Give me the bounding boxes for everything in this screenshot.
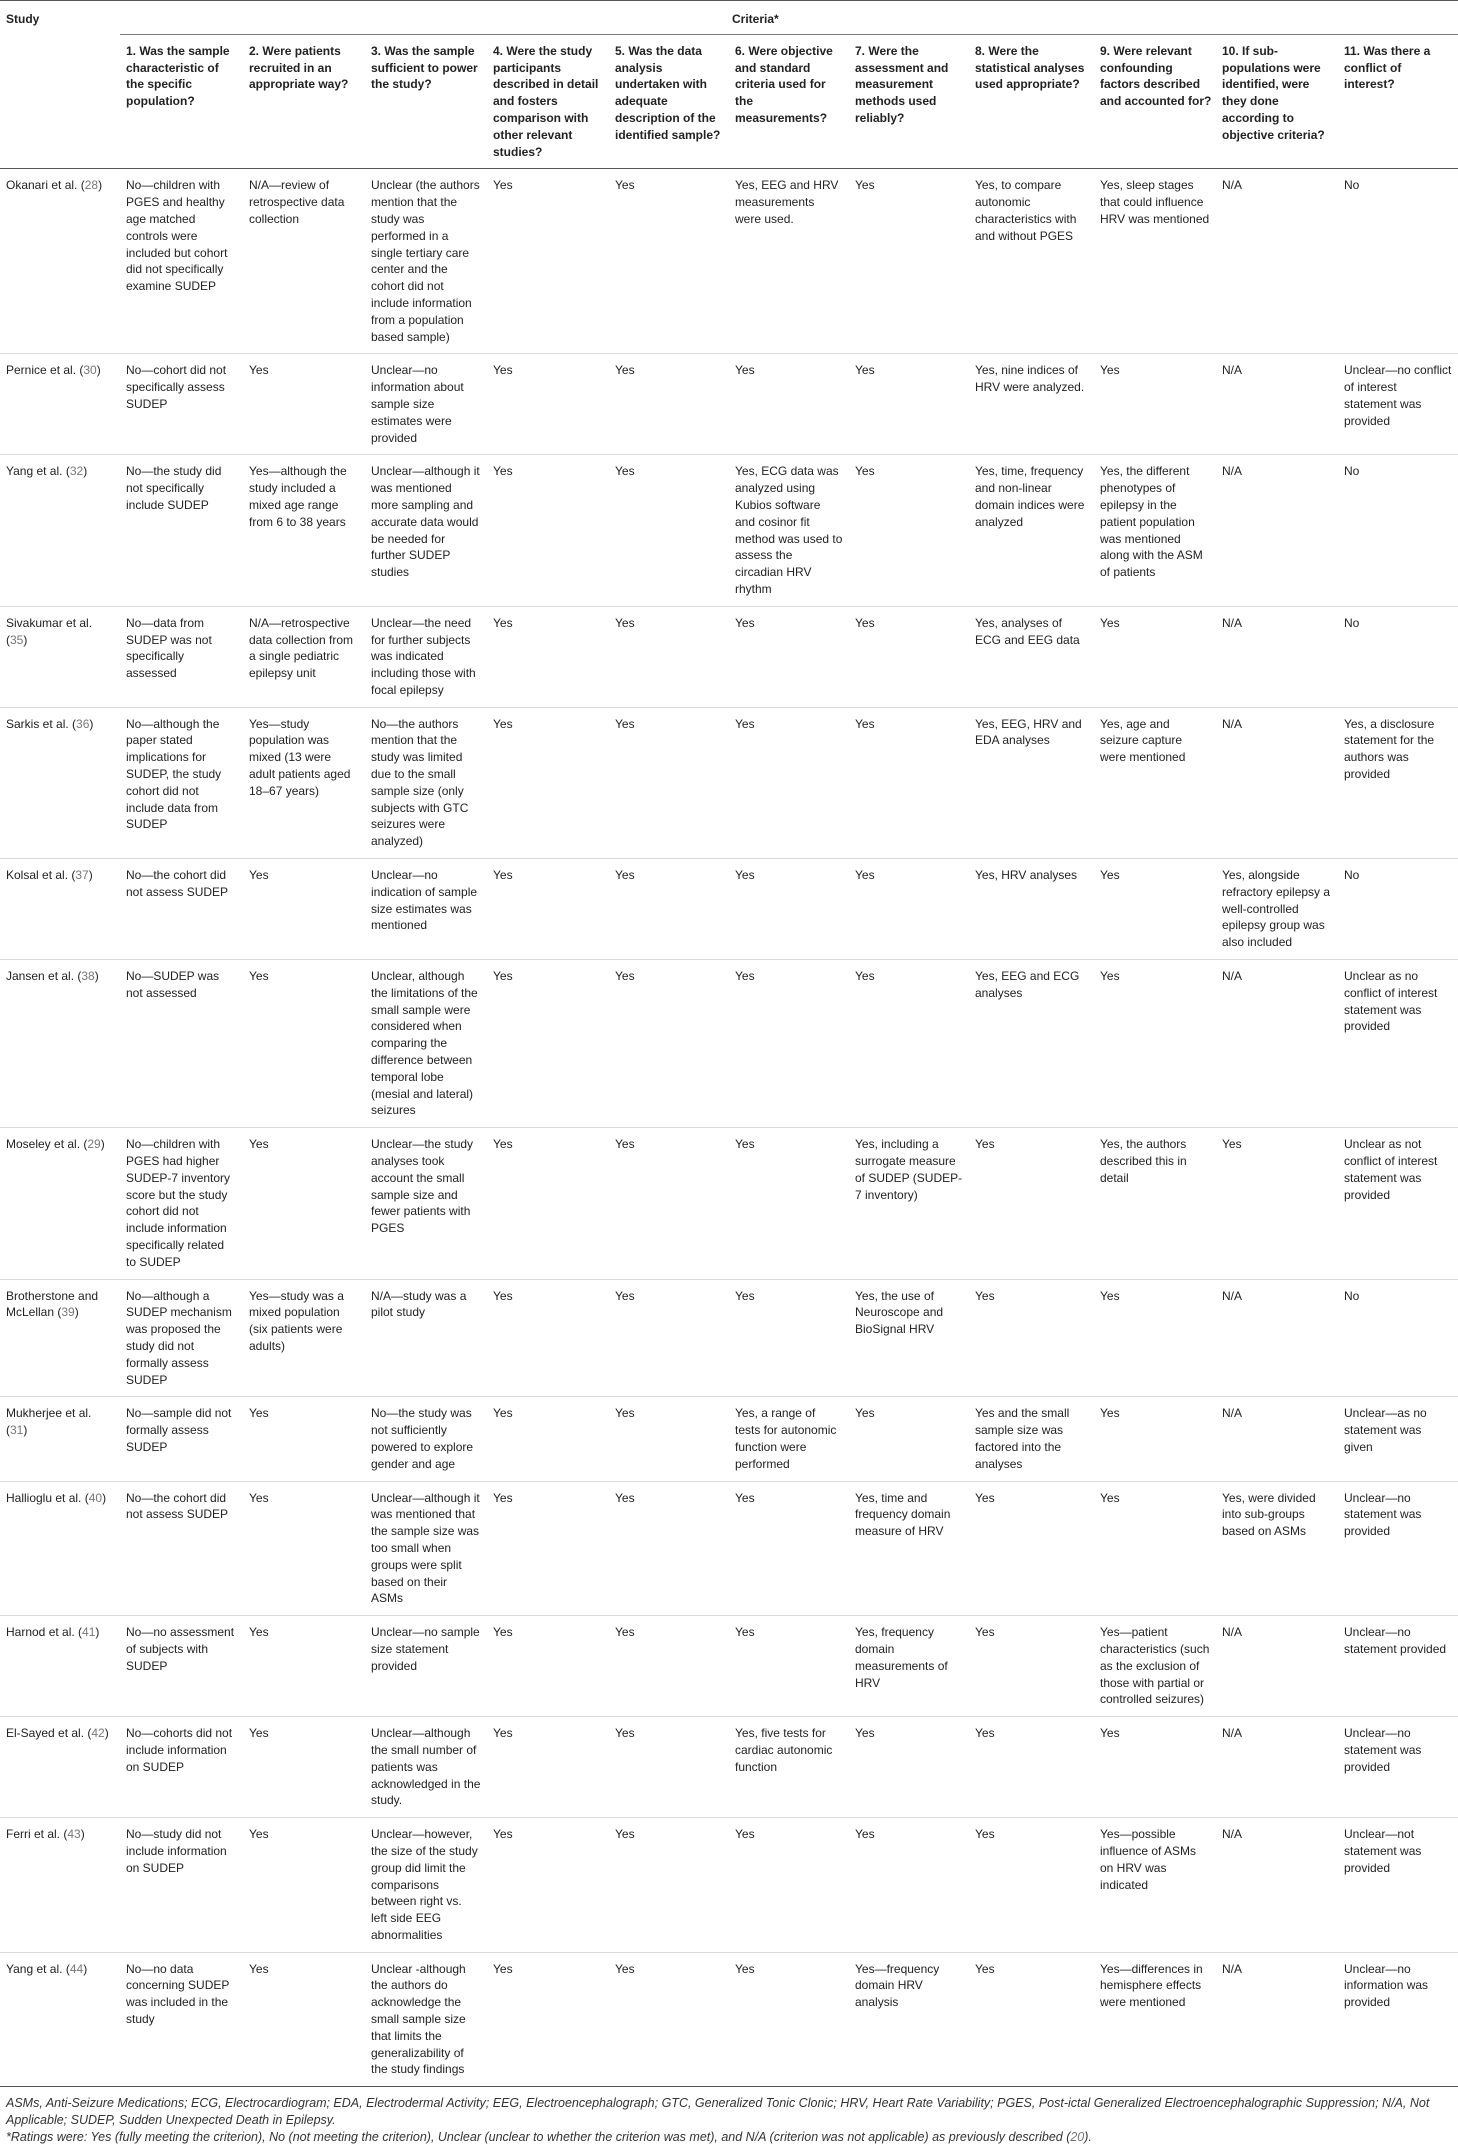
- study-cell: [0, 1128, 120, 1279]
- reference-link[interactable]: 31: [10, 1423, 24, 1438]
- reference-close-paren: ): [95, 1625, 100, 1640]
- criterion-header-11: 11. Was there a conflict of interest?: [1338, 34, 1458, 169]
- criterion-2-cell: N/A—review of retrospective data collection: [243, 169, 365, 354]
- study-name: Yang et al. (: [6, 464, 70, 479]
- criterion-1-cell: No—the study did not specifically include SUDEP: [120, 455, 243, 606]
- study-name: Brotherstone and McLellan (: [6, 1288, 99, 1320]
- criterion-9-cell: Yes: [1094, 606, 1216, 707]
- criterion-5-cell: Yes: [609, 1616, 729, 1717]
- criterion-11-cell: Unclear—no statement was provided: [1338, 1481, 1458, 1616]
- criterion-5-cell: Yes: [609, 859, 729, 960]
- criterion-5-cell: Yes: [609, 1717, 729, 1818]
- criterion-7-cell: Yes: [849, 960, 969, 1128]
- criterion-1-cell: No—children with PGES and healthy age matched controls were included but cohort did not specifically examine SUDEP: [120, 169, 243, 354]
- criterion-1-cell: No—no data concerning SUDEP was included in the study: [120, 1952, 243, 2087]
- criterion-4-cell: Yes: [487, 169, 609, 354]
- criterion-7-cell: Yes: [849, 455, 969, 606]
- reference-close-paren: ): [88, 868, 93, 883]
- criterion-6-cell: Yes, five tests for cardiac autonomic function: [729, 1717, 849, 1818]
- criterion-11-cell: No: [1338, 169, 1458, 354]
- reference-close-paren: ): [83, 464, 88, 479]
- criterion-2-cell: Yes—study population was mixed (13 were adult patients aged 18–67 years): [243, 707, 365, 858]
- criterion-6-cell: Yes: [729, 1952, 849, 2087]
- criterion-3-cell: Unclear—although it was mentioned more sampling and accurate data would be needed for further SUDEP studies: [365, 455, 487, 606]
- ratings-end: ).: [1084, 2130, 1092, 2144]
- criterion-8-cell: Yes, time, frequency and non-linear domain indices were analyzed: [969, 455, 1094, 606]
- criterion-11-cell: Unclear—no information was provided: [1338, 1952, 1458, 2087]
- criterion-1-cell: No—data from SUDEP was not specifically assessed: [120, 606, 243, 707]
- criterion-1-cell: No—although a SUDEP mechanism was proposed the study did not formally assess SUDEP: [120, 1279, 243, 1397]
- study-column-header: Study: [0, 1, 120, 35]
- study-cell: [0, 960, 120, 1128]
- criterion-2-cell: Yes—study was a mixed population (six patients were adults): [243, 1279, 365, 1397]
- criterion-1-cell: No—although the paper stated implications for SUDEP, the study cohort did not include data from SUDEP: [120, 707, 243, 858]
- ratings-footnote: [6, 2129, 1452, 2146]
- criterion-8-cell: Yes: [969, 1952, 1094, 2087]
- study-name: Moseley et al. (: [6, 1137, 88, 1152]
- criterion-6-cell: Yes: [729, 960, 849, 1128]
- study-cell: [0, 169, 120, 354]
- criterion-3-cell: Unclear -although the authors do acknowledge the small sample size that limits the generalizability of the study findings: [365, 1952, 487, 2087]
- reference-link[interactable]: 29: [87, 1137, 101, 1152]
- reference-link[interactable]: 41: [82, 1625, 96, 1640]
- criterion-10-cell: N/A: [1216, 1397, 1338, 1481]
- criterion-8-cell: Yes: [969, 1481, 1094, 1616]
- criterion-8-cell: Yes, EEG, HRV and EDA analyses: [969, 707, 1094, 858]
- criterion-header-9: 9. Were relevant confounding factors described and accounted for?: [1094, 34, 1216, 169]
- study-cell: [0, 859, 120, 960]
- table-row: [0, 455, 1458, 606]
- study-cell: [0, 1952, 120, 2087]
- criterion-11-cell: Unclear—not statement was provided: [1338, 1818, 1458, 1953]
- criterion-11-cell: No: [1338, 1279, 1458, 1397]
- table-header: [0, 1, 1458, 169]
- criterion-8-cell: Yes: [969, 1818, 1094, 1953]
- criterion-6-cell: Yes: [729, 606, 849, 707]
- criterion-3-cell: Unclear—no indication of sample size estimates was mentioned: [365, 859, 487, 960]
- table-row: [0, 1279, 1458, 1397]
- criterion-5-cell: Yes: [609, 1279, 729, 1397]
- criterion-1-cell: No—the cohort did not assess SUDEP: [120, 859, 243, 960]
- criterion-2-cell: Yes: [243, 1397, 365, 1481]
- criterion-11-cell: Unclear—no statement provided: [1338, 1616, 1458, 1717]
- criterion-8-cell: Yes: [969, 1717, 1094, 1818]
- abbreviations-footnote: ASMs, Anti-Seizure Medications; ECG, Electrocardiogram; EDA, Electrodermal Activity; EEG, Electroencephalograph; GTC, Generalized Tonic Clonic; HRV, Heart Rate Variability; PGES, Post-ictal Generalized Electroencephalographic Suppression; N/A, Not Applicable; SUDEP, Sudden Unexpected Death in Epilepsy.: [6, 2096, 1430, 2127]
- criterion-6-cell: Yes: [729, 1128, 849, 1279]
- criterion-header-7: 7. Were the assessment and measurement methods used reliably?: [849, 34, 969, 169]
- table-row: [0, 1397, 1458, 1481]
- criterion-8-cell: Yes: [969, 1616, 1094, 1717]
- reference-link[interactable]: 32: [69, 464, 84, 479]
- reference-close-paren: ): [96, 363, 101, 378]
- table-row: [0, 1952, 1458, 2087]
- criterion-4-cell: Yes: [487, 1616, 609, 1717]
- study-cell: [0, 1616, 120, 1717]
- reference-close-paren: ): [102, 1490, 107, 1505]
- reference-close-paren: ): [74, 1305, 79, 1320]
- criterion-7-cell: Yes, time and frequency domain measure of HRV: [849, 1481, 969, 1616]
- ratings-reference-link[interactable]: 20: [1070, 2130, 1085, 2144]
- reference-close-paren: ): [94, 969, 99, 984]
- criterion-3-cell: Unclear (the authors mention that the study was performed in a single tertiary care center and the cohort did not include information from a population based sample): [365, 169, 487, 354]
- table-footnotes: [6, 2095, 1452, 2146]
- criterion-3-cell: Unclear—however, the size of the study group did limit the comparisons between right vs. left side EEG abnormalities: [365, 1818, 487, 1953]
- study-name: Mukherjee et al. (: [6, 1406, 92, 1438]
- criterion-2-cell: N/A—retrospective data collection from a single pediatric epilepsy unit: [243, 606, 365, 707]
- criterion-3-cell: No—the authors mention that the study was limited due to the small sample size (only subjects with GTC seizures were analyzed): [365, 707, 487, 858]
- criterion-10-cell: N/A: [1216, 169, 1338, 354]
- criteria-header: Criteria*: [120, 1, 1458, 35]
- criterion-4-cell: Yes: [487, 1818, 609, 1953]
- criterion-4-cell: Yes: [487, 859, 609, 960]
- criterion-10-cell: N/A: [1216, 1952, 1338, 2087]
- criterion-6-cell: Yes: [729, 1279, 849, 1397]
- criterion-5-cell: Yes: [609, 1481, 729, 1616]
- criterion-8-cell: Yes, nine indices of HRV were analyzed.: [969, 354, 1094, 455]
- criterion-2-cell: Yes: [243, 1481, 365, 1616]
- criterion-5-cell: Yes: [609, 1818, 729, 1953]
- criterion-3-cell: Unclear—although it was mentioned that the sample size was too small when groups were split based on their ASMs: [365, 1481, 487, 1616]
- study-cell: [0, 707, 120, 858]
- criterion-5-cell: Yes: [609, 1397, 729, 1481]
- criterion-3-cell: Unclear—the need for further subjects was indicated including those with focal epilepsy: [365, 606, 487, 707]
- criterion-8-cell: Yes, to compare autonomic characteristics with and without PGES: [969, 169, 1094, 354]
- criterion-4-cell: Yes: [487, 606, 609, 707]
- criterion-9-cell: Yes, sleep stages that could influence HRV was mentioned: [1094, 169, 1216, 354]
- reference-link[interactable]: 28: [84, 178, 99, 193]
- reference-close-paren: ): [23, 1423, 28, 1438]
- criterion-3-cell: Unclear—no information about sample size estimates were provided: [365, 354, 487, 455]
- criterion-10-cell: Yes, were divided into sub-groups based on ASMs: [1216, 1481, 1338, 1616]
- criterion-1-cell: No—the cohort did not assess SUDEP: [120, 1481, 243, 1616]
- criterion-4-cell: Yes: [487, 1128, 609, 1279]
- study-name: Hallioglu et al. (: [6, 1490, 89, 1505]
- reference-link[interactable]: 38: [81, 969, 95, 984]
- criterion-7-cell: Yes: [849, 1717, 969, 1818]
- criterion-10-cell: N/A: [1216, 707, 1338, 858]
- criterion-11-cell: Unclear as no conflict of interest statement was provided: [1338, 960, 1458, 1128]
- criterion-7-cell: Yes: [849, 1818, 969, 1953]
- criterion-5-cell: Yes: [609, 169, 729, 354]
- criterion-4-cell: Yes: [487, 1279, 609, 1397]
- criterion-9-cell: Yes: [1094, 354, 1216, 455]
- criterion-1-cell: No—cohort did not specifically assess SUDEP: [120, 354, 243, 455]
- criterion-4-cell: Yes: [487, 354, 609, 455]
- ratings-text: *Ratings were: Yes (fully meeting the criterion), No (not meeting the criterion), Unclear (unclear to whether the criterion was met), and N/A (criterion was not applicable) as previously described (: [6, 2130, 1071, 2144]
- criterion-11-cell: No: [1338, 455, 1458, 606]
- criterion-3-cell: Unclear, although the limitations of the small sample were considered when comparing the difference between temporal lobe (mesial and lateral) seizures: [365, 960, 487, 1128]
- study-name: Ferri et al. (: [6, 1827, 68, 1842]
- criterion-6-cell: Yes: [729, 1818, 849, 1953]
- study-cell: [0, 1818, 120, 1953]
- study-name: El-Sayed et al. (: [6, 1726, 92, 1741]
- criterion-6-cell: Yes: [729, 354, 849, 455]
- criterion-9-cell: Yes: [1094, 960, 1216, 1128]
- criterion-5-cell: Yes: [609, 960, 729, 1128]
- criterion-7-cell: Yes—frequency domain HRV analysis: [849, 1952, 969, 2087]
- criterion-7-cell: Yes: [849, 606, 969, 707]
- criterion-header-6: 6. Were objective and standard criteria used for the measurements?: [729, 34, 849, 169]
- criterion-2-cell: Yes: [243, 1952, 365, 2087]
- criterion-2-cell: Yes: [243, 1616, 365, 1717]
- criterion-5-cell: Yes: [609, 1952, 729, 2087]
- criterion-3-cell: Unclear—although the small number of patients was acknowledged in the study.: [365, 1717, 487, 1818]
- criterion-9-cell: Yes—differences in hemisphere effects were mentioned: [1094, 1952, 1216, 2087]
- reference-close-paren: ): [98, 178, 103, 193]
- criterion-9-cell: Yes: [1094, 1481, 1216, 1616]
- criterion-11-cell: No: [1338, 859, 1458, 960]
- criterion-3-cell: No—the study was not sufficiently powered to explore gender and age: [365, 1397, 487, 1481]
- criterion-2-cell: Yes: [243, 960, 365, 1128]
- criterion-5-cell: Yes: [609, 606, 729, 707]
- criterion-2-cell: Yes: [243, 354, 365, 455]
- criterion-11-cell: Unclear—as no statement was given: [1338, 1397, 1458, 1481]
- criterion-4-cell: Yes: [487, 707, 609, 858]
- table-row: [0, 354, 1458, 455]
- criterion-10-cell: N/A: [1216, 455, 1338, 606]
- criterion-header-3: 3. Was the sample sufficient to power the study?: [365, 34, 487, 169]
- criterion-header-4: 4. Were the study participants described in detail and fosters comparison with other relevant studies?: [487, 34, 609, 169]
- criterion-header-2: 2. Were patients recruited in an appropriate way?: [243, 34, 365, 169]
- criterion-7-cell: Yes: [849, 169, 969, 354]
- criterion-10-cell: N/A: [1216, 354, 1338, 455]
- table-row: [0, 606, 1458, 707]
- reference-close-paren: ): [104, 1726, 109, 1741]
- study-name: Yang et al. (: [6, 1961, 70, 1976]
- criterion-8-cell: Yes and the small sample size was factored into the analyses: [969, 1397, 1094, 1481]
- reference-link[interactable]: 35: [10, 632, 24, 647]
- criterion-4-cell: Yes: [487, 960, 609, 1128]
- criterion-1-cell: No—cohorts did not include information on SUDEP: [120, 1717, 243, 1818]
- table-row: [0, 1717, 1458, 1818]
- criterion-6-cell: Yes: [729, 1481, 849, 1616]
- criterion-header-10: 10. If sub-populations were identified, were they done according to objective criteria?: [1216, 34, 1338, 169]
- criterion-6-cell: Yes: [729, 1616, 849, 1717]
- study-cell: [0, 354, 120, 455]
- criterion-1-cell: No—SUDEP was not assessed: [120, 960, 243, 1128]
- criterion-1-cell: No—children with PGES had higher SUDEP-7 inventory score but the study cohort did not include information specifically related to SUDEP: [120, 1128, 243, 1279]
- criterion-8-cell: Yes, analyses of ECG and EEG data: [969, 606, 1094, 707]
- criterion-7-cell: Yes, including a surrogate measure of SUDEP (SUDEP-7 inventory): [849, 1128, 969, 1279]
- reference-link[interactable]: 39: [61, 1305, 75, 1320]
- criterion-5-cell: Yes: [609, 455, 729, 606]
- criterion-11-cell: Yes, a disclosure statement for the authors was provided: [1338, 707, 1458, 858]
- criterion-10-cell: N/A: [1216, 606, 1338, 707]
- table-row: [0, 859, 1458, 960]
- criterion-8-cell: Yes: [969, 1128, 1094, 1279]
- table-row: [0, 1481, 1458, 1616]
- criterion-7-cell: Yes, the use of Neuroscope and BioSignal HRV: [849, 1279, 969, 1397]
- reference-close-paren: ): [80, 1827, 85, 1842]
- criterion-9-cell: Yes—possible influence of ASMs on HRV was indicated: [1094, 1818, 1216, 1953]
- study-cell: [0, 606, 120, 707]
- study-name: Pernice et al. (: [6, 363, 84, 378]
- study-name: Harnod et al. (: [6, 1625, 83, 1640]
- criterion-7-cell: Yes: [849, 707, 969, 858]
- criterion-5-cell: Yes: [609, 354, 729, 455]
- criterion-5-cell: Yes: [609, 1128, 729, 1279]
- study-name: Sivakumar et al. (: [6, 615, 93, 647]
- criterion-10-cell: N/A: [1216, 1818, 1338, 1953]
- criterion-6-cell: Yes, EEG and HRV measurements were used.: [729, 169, 849, 354]
- criterion-4-cell: Yes: [487, 1717, 609, 1818]
- study-cell: [0, 1717, 120, 1818]
- criterion-8-cell: Yes: [969, 1279, 1094, 1397]
- criterion-1-cell: No—sample did not formally assess SUDEP: [120, 1397, 243, 1481]
- study-cell: [0, 1397, 120, 1481]
- criterion-6-cell: Yes, ECG data was analyzed using Kubios software and cosinor fit method was used to assess the circadian HRV rhythm: [729, 455, 849, 606]
- criterion-7-cell: Yes, frequency domain measurements of HRV: [849, 1616, 969, 1717]
- study-name: Sarkis et al. (: [6, 716, 77, 731]
- study-cell: [0, 1279, 120, 1397]
- criterion-10-cell: N/A: [1216, 1279, 1338, 1397]
- criterion-4-cell: Yes: [487, 1397, 609, 1481]
- criterion-header-8: 8. Were the statistical analyses used appropriate?: [969, 34, 1094, 169]
- criterion-2-cell: Yes: [243, 859, 365, 960]
- reference-link[interactable]: 37: [75, 868, 89, 883]
- reference-link[interactable]: 44: [69, 1961, 84, 1976]
- criterion-11-cell: No: [1338, 606, 1458, 707]
- table-row: [0, 1616, 1458, 1717]
- criterion-2-cell: Yes: [243, 1717, 365, 1818]
- criterion-10-cell: N/A: [1216, 1717, 1338, 1818]
- criterion-9-cell: Yes: [1094, 859, 1216, 960]
- criterion-9-cell: Yes: [1094, 1397, 1216, 1481]
- criterion-9-cell: Yes: [1094, 1717, 1216, 1818]
- criterion-9-cell: Yes, the authors described this in detail: [1094, 1128, 1216, 1279]
- criterion-10-cell: N/A: [1216, 1616, 1338, 1717]
- criterion-2-cell: Yes: [243, 1128, 365, 1279]
- criterion-11-cell: Unclear—no statement was provided: [1338, 1717, 1458, 1818]
- criterion-header-5: 5. Was the data analysis undertaken with adequate description of the identified sample?: [609, 34, 729, 169]
- criterion-4-cell: Yes: [487, 455, 609, 606]
- criterion-7-cell: Yes: [849, 354, 969, 455]
- criterion-11-cell: Unclear as not conflict of interest statement was provided: [1338, 1128, 1458, 1279]
- criterion-9-cell: Yes, age and seizure capture were mentioned: [1094, 707, 1216, 858]
- criterion-7-cell: Yes: [849, 1397, 969, 1481]
- criterion-4-cell: Yes: [487, 1481, 609, 1616]
- criterion-10-cell: N/A: [1216, 960, 1338, 1128]
- criterion-1-cell: No—no assessment of subjects with SUDEP: [120, 1616, 243, 1717]
- reference-close-paren: ): [83, 1961, 88, 1976]
- criterion-6-cell: Yes: [729, 859, 849, 960]
- table-row: [0, 1818, 1458, 1953]
- criterion-10-cell: Yes, alongside refractory epilepsy a well-controlled epilepsy group was also included: [1216, 859, 1338, 960]
- criterion-9-cell: Yes—patient characteristics (such as the exclusion of those with partial or controlled seizures): [1094, 1616, 1216, 1717]
- criterion-3-cell: Unclear—the study analyses took account the small sample size and fewer patients with PGES: [365, 1128, 487, 1279]
- criterion-9-cell: Yes, the different phenotypes of epilepsy in the patient population was mentioned along with the ASM of patients: [1094, 455, 1216, 606]
- criterion-8-cell: Yes, HRV analyses: [969, 859, 1094, 960]
- criterion-10-cell: Yes: [1216, 1128, 1338, 1279]
- criterion-11-cell: Unclear—no conflict of interest statement was provided: [1338, 354, 1458, 455]
- study-name: Okanari et al. (: [6, 178, 85, 193]
- criterion-9-cell: Yes: [1094, 1279, 1216, 1397]
- study-name: Kolsal et al. (: [6, 868, 76, 883]
- criterion-3-cell: Unclear—no sample size statement provided: [365, 1616, 487, 1717]
- criterion-5-cell: Yes: [609, 707, 729, 858]
- criterion-header-1: 1. Was the sample characteristic of the specific population?: [120, 34, 243, 169]
- table-row: [0, 1128, 1458, 1279]
- table-body: [0, 169, 1458, 2087]
- study-cell: [0, 455, 120, 606]
- criterion-3-cell: N/A—study was a pilot study: [365, 1279, 487, 1397]
- criterion-1-cell: No—study did not include information on SUDEP: [120, 1818, 243, 1953]
- table-row: [0, 169, 1458, 354]
- criterion-6-cell: Yes, a range of tests for autonomic function were performed: [729, 1397, 849, 1481]
- criterion-6-cell: Yes: [729, 707, 849, 858]
- reference-link[interactable]: 30: [83, 363, 97, 378]
- reference-close-paren: ): [100, 1137, 105, 1152]
- table-row: [0, 960, 1458, 1128]
- reference-link[interactable]: 43: [67, 1827, 81, 1842]
- empty-header-cell: [0, 34, 120, 169]
- table-row: [0, 707, 1458, 858]
- reference-close-paren: ): [89, 716, 94, 731]
- reference-link[interactable]: 40: [88, 1490, 103, 1505]
- reference-link[interactable]: 36: [76, 716, 90, 731]
- criterion-2-cell: Yes—although the study included a mixed age range from 6 to 38 years: [243, 455, 365, 606]
- criterion-7-cell: Yes: [849, 859, 969, 960]
- study-cell: [0, 1481, 120, 1616]
- criterion-2-cell: Yes: [243, 1818, 365, 1953]
- reference-link[interactable]: 42: [91, 1726, 105, 1741]
- criterion-4-cell: Yes: [487, 1952, 609, 2087]
- criteria-questions-row: [0, 34, 1458, 169]
- study-name: Jansen et al. (: [6, 969, 82, 984]
- reference-close-paren: ): [23, 632, 28, 647]
- criterion-8-cell: Yes, EEG and ECG analyses: [969, 960, 1094, 1128]
